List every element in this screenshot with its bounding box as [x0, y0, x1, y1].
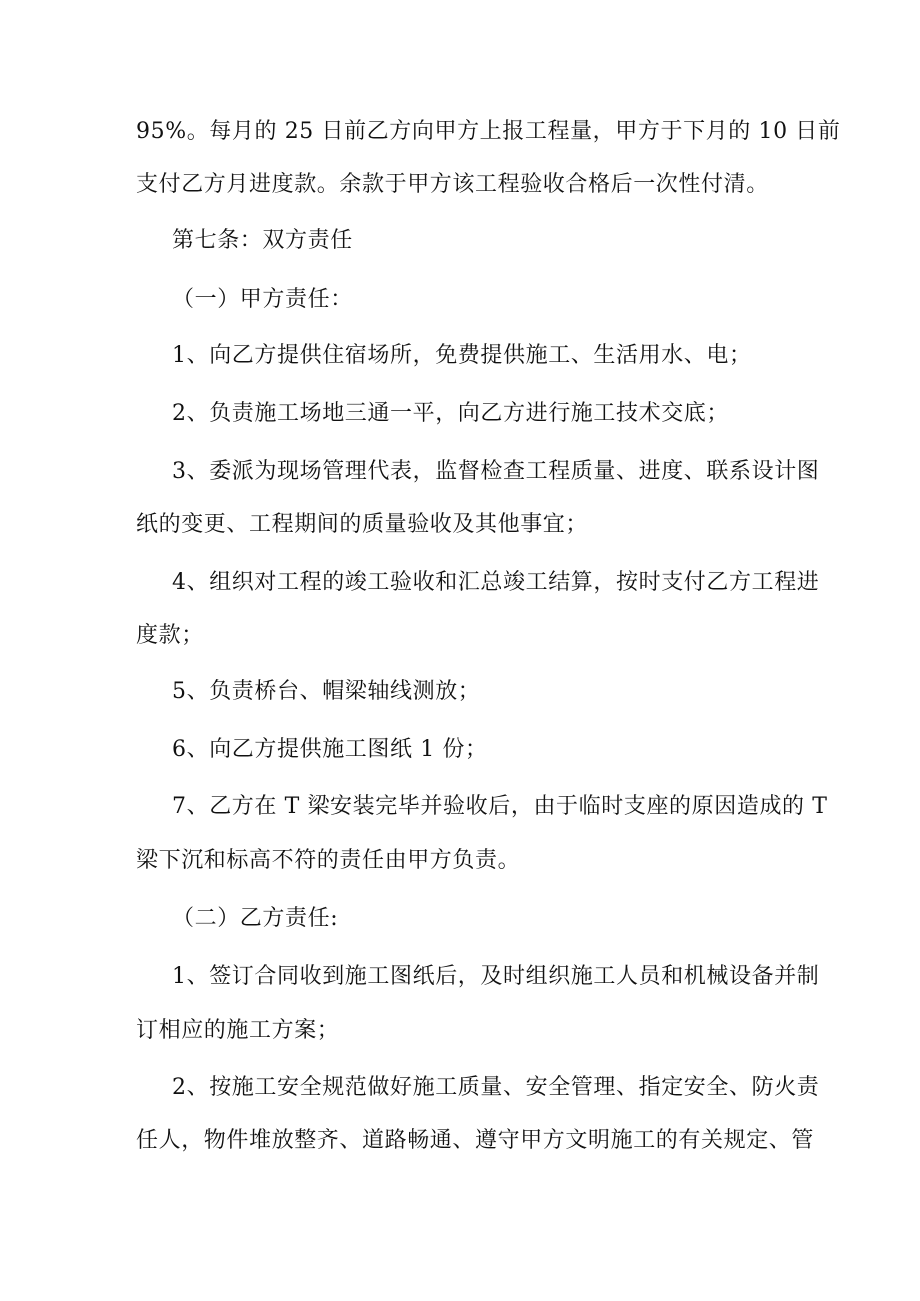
list-item: 2、按施工安全规范做好施工质量、安全管理、指定安全、防火责 — [172, 1075, 820, 1100]
list-item: 1、签订合同收到施工图纸后，及时组织施工人员和机械设备并制 — [172, 964, 820, 989]
subsection-heading: （一）甲方责任： — [172, 287, 353, 312]
list-item: 5、负责桥台、帽梁轴线测放； — [172, 679, 481, 704]
list-item-continuation: 订相应的施工方案； — [136, 1018, 340, 1043]
list-item: 4、组织对工程的竣工验收和汇总竣工结算，按时支付乙方工程进 — [172, 570, 820, 595]
subsection-heading: （二）乙方责任: — [172, 906, 339, 931]
list-item: 6、向乙方提供施工图纸 1 份； — [172, 737, 488, 762]
list-item: 3、委派为现场管理代表，监督检查工程质量、进度、联系设计图 — [172, 459, 820, 484]
list-item-continuation: 任人，物件堆放整齐、道路畅通、遵守甲方文明施工的有关规定、管 — [136, 1128, 815, 1153]
list-item: 1、向乙方提供住宿场所，免费提供施工、生活用水、电； — [172, 343, 752, 368]
list-item: 7、乙方在 T 梁安装完毕并验收后，由于临时支座的原因造成的 T — [172, 794, 828, 819]
paragraph-line: 95%。每月的 25 日前乙方向甲方上报工程量，甲方于下月的 10 日前 — [136, 119, 841, 144]
list-item: 2、负责施工场地三通一平，向乙方进行施工技术交底； — [172, 401, 729, 426]
list-item-continuation: 度款； — [136, 623, 204, 648]
section-heading: 第七条：双方责任 — [172, 228, 353, 253]
paragraph-line: 支付乙方月进度款。余款于甲方该工程验收合格后一次性付清。 — [136, 172, 769, 197]
list-item-continuation: 梁下沉和标高不符的责任由甲方负责。 — [136, 848, 521, 873]
list-item-continuation: 纸的变更、工程期间的质量验收及其他事宜； — [136, 512, 589, 537]
